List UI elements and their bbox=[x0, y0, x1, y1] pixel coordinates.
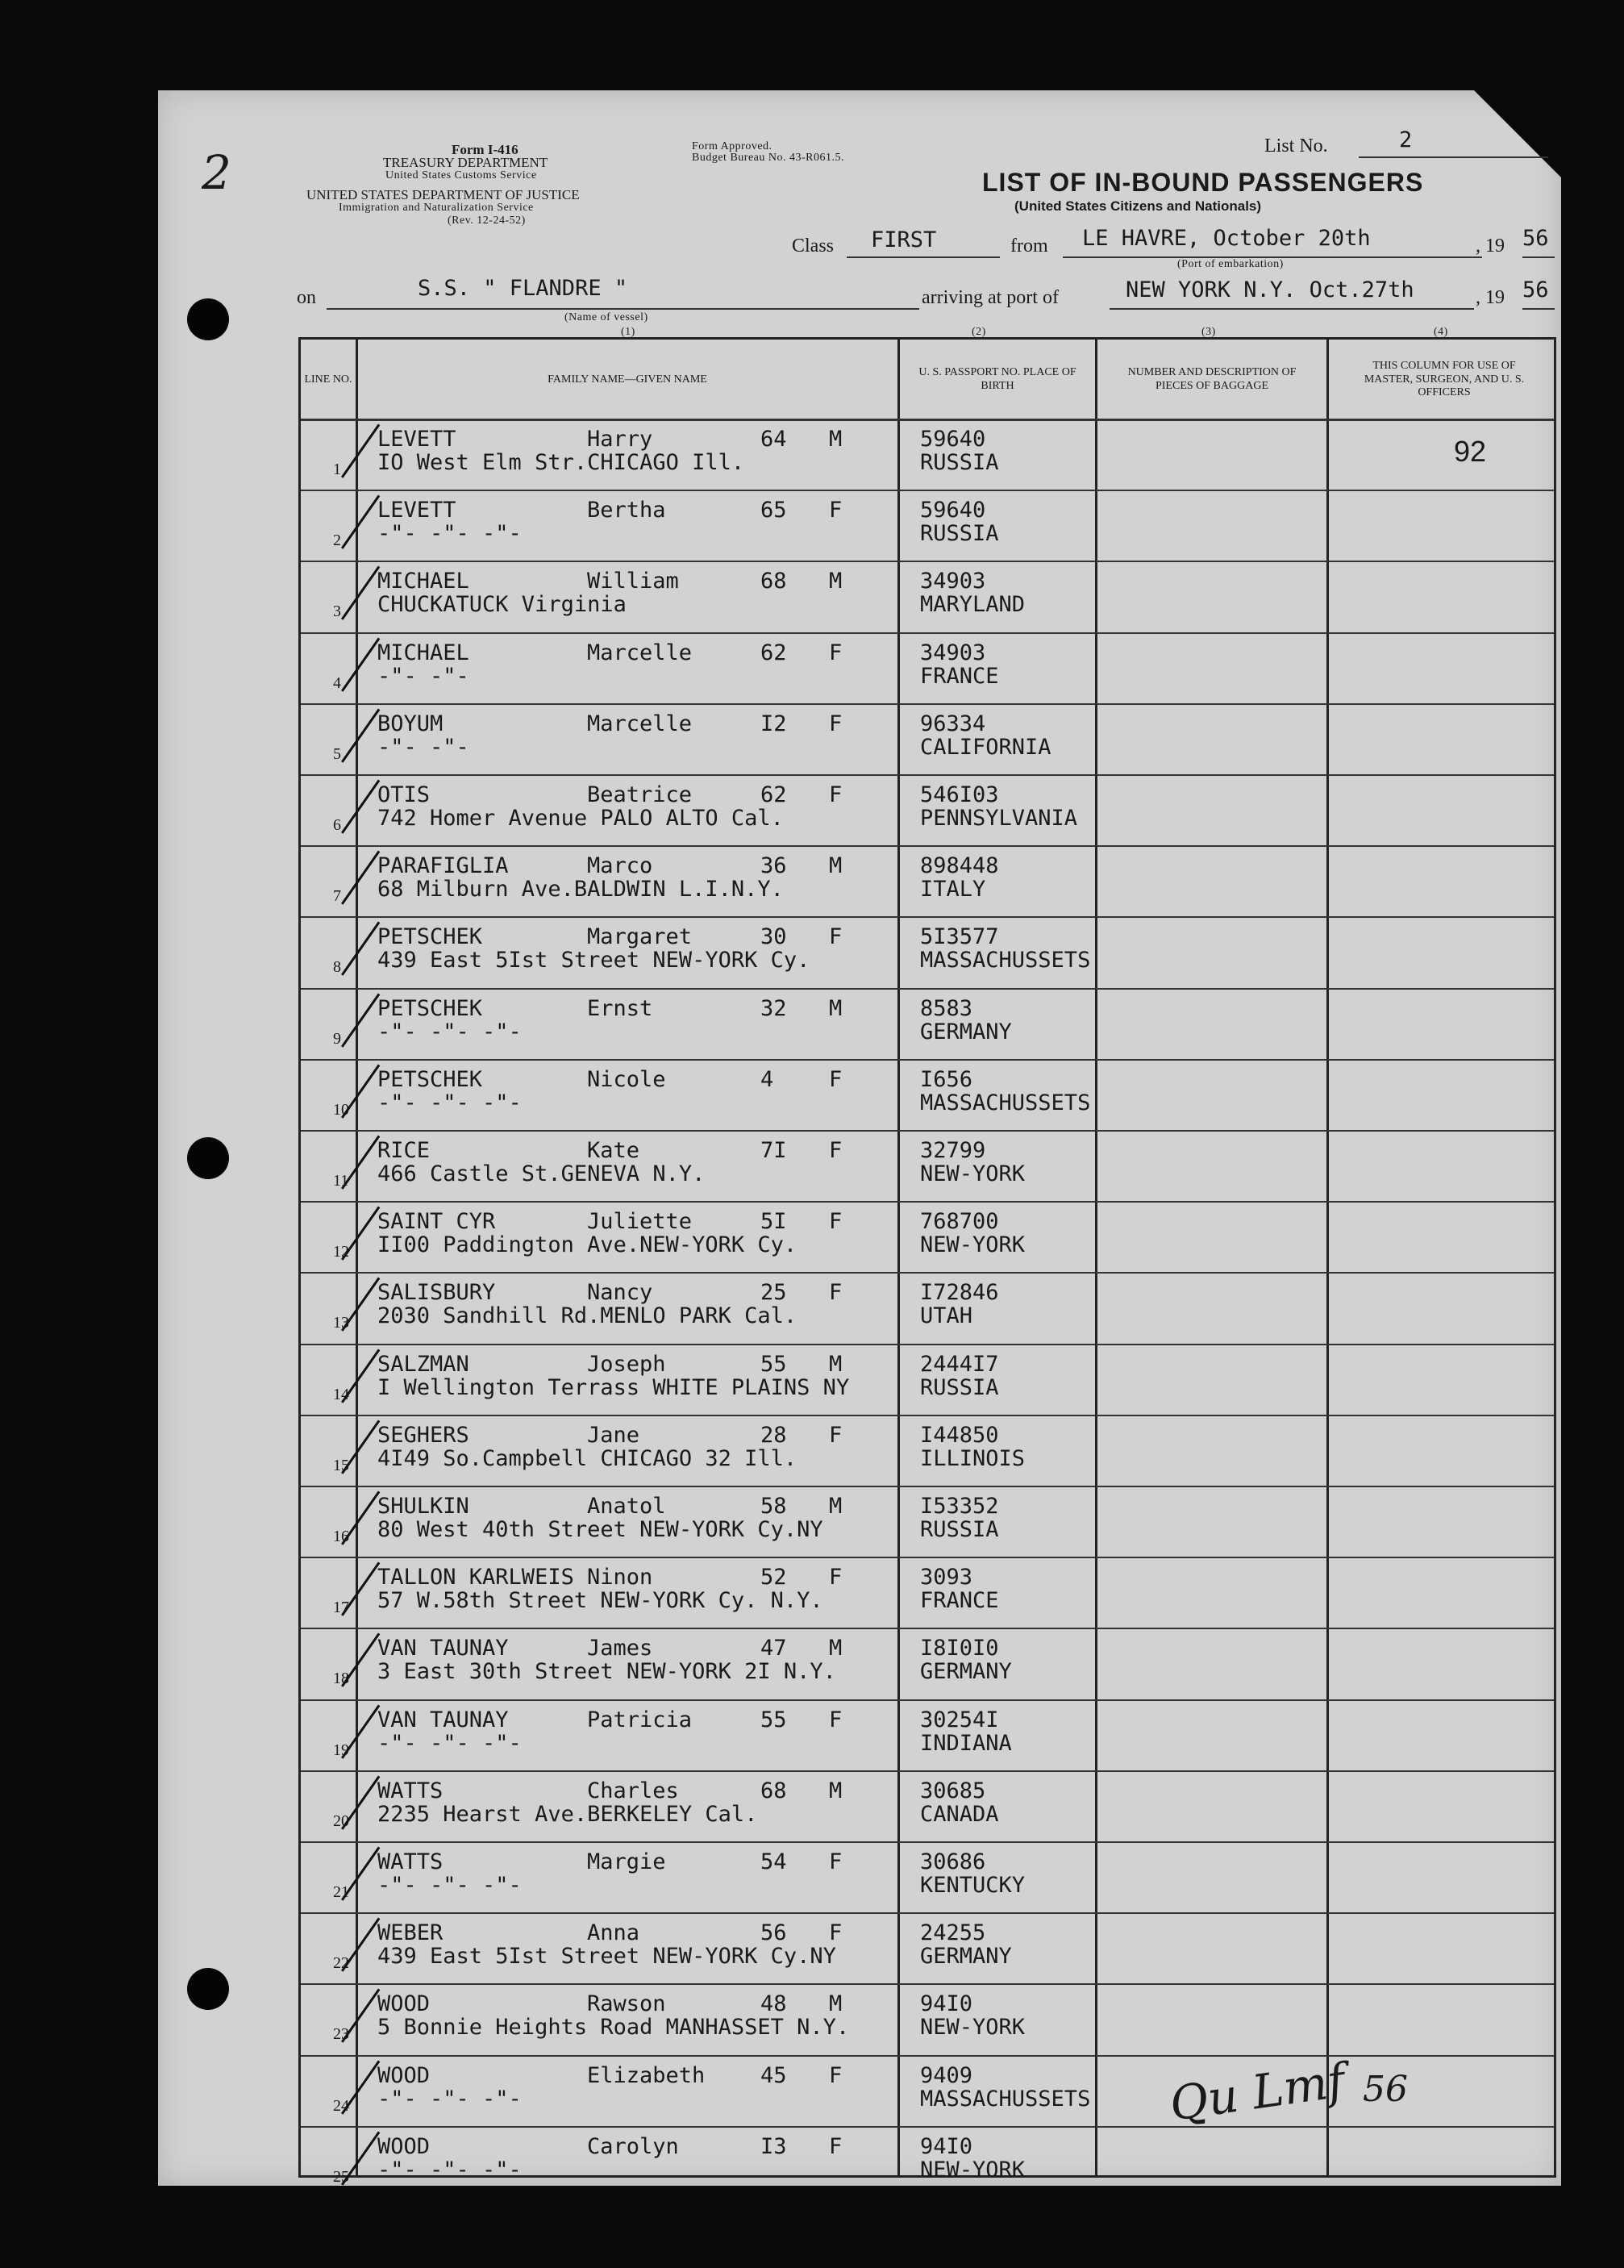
punch-hole bbox=[187, 1137, 229, 1179]
table-row bbox=[301, 847, 1554, 918]
place-of-birth: MASSACHUSSETS bbox=[920, 948, 1091, 973]
sex: F bbox=[829, 2062, 843, 2088]
sex: F bbox=[829, 1849, 843, 1874]
family-name: SALISBURY bbox=[377, 1280, 496, 1306]
address: 57 W.58th Street NEW-YORK Cy. N.Y. bbox=[377, 1588, 823, 1614]
passport-number: 34903 bbox=[920, 569, 986, 594]
line-number: 16 bbox=[333, 1528, 349, 1545]
from-value: LE HAVRE, October 20th bbox=[1082, 226, 1371, 251]
family-name: RICE bbox=[377, 1138, 431, 1163]
address: II00 Paddington Ave.NEW-YORK Cy. bbox=[377, 1232, 797, 1258]
passport-number: 2444I7 bbox=[920, 1351, 999, 1377]
table-row bbox=[301, 1203, 1554, 1274]
table-row bbox=[301, 1558, 1554, 1629]
arriving-port: NEW YORK N.Y. Oct.27th bbox=[1126, 277, 1414, 302]
passport-number: 32799 bbox=[920, 1138, 986, 1163]
line-number: 19 bbox=[333, 1741, 349, 1759]
line-number: 2 bbox=[333, 532, 341, 550]
place-of-birth: KENTUCKY bbox=[920, 1873, 1026, 1898]
given-name: Bertha bbox=[587, 498, 666, 523]
line-number: 9 bbox=[333, 1029, 341, 1048]
place-of-birth: GERMANY bbox=[920, 1019, 1012, 1044]
passport-number: 30254I bbox=[920, 1707, 999, 1732]
year-prefix-arrive: , 19 bbox=[1476, 287, 1505, 308]
place-of-birth: RUSSIA bbox=[920, 1374, 999, 1400]
sex: F bbox=[829, 1565, 843, 1591]
family-name: SALZMAN bbox=[377, 1351, 469, 1377]
passport-number: I44850 bbox=[920, 1422, 999, 1448]
check-mark bbox=[341, 566, 380, 620]
age: 7I bbox=[760, 1138, 787, 1163]
line-number: 17 bbox=[333, 1599, 349, 1617]
age: 45 bbox=[760, 2062, 787, 2088]
given-name: Charles bbox=[587, 1778, 679, 1803]
family-name: SEGHERS bbox=[377, 1422, 469, 1448]
form-number: Form I-416 bbox=[452, 142, 518, 157]
check-mark bbox=[341, 1490, 380, 1545]
family-name: MICHAEL bbox=[377, 640, 469, 665]
line-number: 8 bbox=[333, 958, 341, 977]
on-label: on bbox=[297, 287, 316, 308]
family-name: WATTS bbox=[377, 1778, 443, 1803]
place-of-birth: FRANCE bbox=[920, 1588, 999, 1614]
sex: F bbox=[829, 2133, 843, 2159]
punch-hole bbox=[187, 1968, 229, 2010]
line-number: 18 bbox=[333, 1670, 349, 1688]
given-name: Jane bbox=[587, 1422, 640, 1448]
from-label: from bbox=[1010, 236, 1048, 256]
col-baggage: NUMBER AND DESCRIPTION OF PIECES OF BAGGAGE bbox=[1127, 366, 1297, 392]
check-mark bbox=[341, 779, 380, 833]
age: I2 bbox=[760, 711, 787, 736]
sex: M bbox=[829, 853, 843, 879]
address: 68 Milburn Ave.BALDWIN L.I.N.Y. bbox=[377, 877, 784, 903]
address: -"- -"- -"- bbox=[377, 1090, 522, 1115]
place-of-birth: ILLINOIS bbox=[920, 1445, 1026, 1471]
address: IO West Elm Str.CHICAGO Ill. bbox=[377, 450, 745, 475]
line-number: 11 bbox=[333, 1172, 349, 1190]
passport-number: 59640 bbox=[920, 498, 986, 523]
check-mark bbox=[341, 1704, 380, 1758]
address: -"- -"- -"- bbox=[377, 521, 522, 547]
family-name: VAN TAUNAY bbox=[377, 1636, 509, 1661]
place-of-birth: NEW-YORK bbox=[920, 1161, 1026, 1186]
officer-signature: Qu Lmf bbox=[1166, 2053, 1348, 2132]
sex: M bbox=[829, 1351, 843, 1377]
place-of-birth: MASSACHUSSETS bbox=[920, 1090, 1091, 1115]
table-row bbox=[301, 420, 1554, 491]
place-of-birth: RUSSIA bbox=[920, 1517, 999, 1542]
family-name: WOOD bbox=[377, 2062, 431, 2088]
sex: F bbox=[829, 711, 843, 736]
family-name: BOYUM bbox=[377, 711, 443, 736]
table-row bbox=[301, 1345, 1554, 1416]
sex: F bbox=[829, 924, 843, 950]
family-name: WATTS bbox=[377, 1849, 443, 1874]
check-mark bbox=[341, 1349, 380, 1403]
col-officers: THIS COLUMN FOR USE OF MASTER, SURGEON, AND U. S. OFFICERS bbox=[1364, 359, 1525, 399]
given-name: Margaret bbox=[587, 924, 693, 950]
line-number: 23 bbox=[333, 2025, 349, 2044]
table-row bbox=[301, 918, 1554, 989]
place-of-birth: RUSSIA bbox=[920, 521, 999, 547]
address: 439 East 5Ist Street NEW-YORK Cy. bbox=[377, 948, 810, 973]
address: -"- -"- bbox=[377, 734, 469, 760]
check-mark bbox=[341, 993, 380, 1047]
age: 25 bbox=[760, 1280, 787, 1306]
place-of-birth: RUSSIA bbox=[920, 450, 999, 475]
address: -"- -"- -"- bbox=[377, 2157, 522, 2183]
age: 54 bbox=[760, 1849, 787, 1874]
family-name: TALLON KARLWEIS bbox=[377, 1565, 574, 1591]
address: -"- -"- -"- bbox=[377, 2086, 522, 2112]
handwritten-note: 56 bbox=[1363, 2069, 1408, 2110]
line-number: 13 bbox=[333, 1314, 349, 1332]
passport-number: 24255 bbox=[920, 1920, 986, 1946]
check-mark bbox=[341, 1207, 380, 1261]
passport-number: I8I0I0 bbox=[920, 1636, 999, 1661]
address: -"- -"- -"- bbox=[377, 1730, 522, 1756]
given-name: Nancy bbox=[587, 1280, 653, 1306]
age: 68 bbox=[760, 1778, 787, 1803]
line-number: 22 bbox=[333, 1954, 349, 1973]
place-of-birth: CALIFORNIA bbox=[920, 734, 1051, 760]
sex: F bbox=[829, 1707, 843, 1732]
table-row bbox=[301, 1772, 1554, 1843]
margin-handwritten-mark: 2 bbox=[202, 145, 231, 200]
address: 2030 Sandhill Rd.MENLO PARK Cal. bbox=[377, 1303, 797, 1329]
place-of-birth: UTAH bbox=[920, 1303, 973, 1329]
col-passport: U. S. PASSPORT NO. PLACE OF BIRTH bbox=[918, 366, 1076, 392]
address: -"- -"- bbox=[377, 663, 469, 689]
line-number: 10 bbox=[333, 1100, 349, 1119]
table-row bbox=[301, 705, 1554, 776]
line-number: 12 bbox=[333, 1243, 349, 1261]
table-row bbox=[301, 1487, 1554, 1558]
line-number: 24 bbox=[333, 2096, 349, 2115]
family-name: LEVETT bbox=[377, 427, 456, 452]
given-name: Joseph bbox=[587, 1351, 666, 1377]
given-name: Juliette bbox=[587, 1209, 693, 1235]
family-name: WEBER bbox=[377, 1920, 443, 1946]
address: 742 Homer Avenue PALO ALTO Cal. bbox=[377, 806, 784, 831]
place-of-birth: GERMANY bbox=[920, 1659, 1012, 1685]
age: 64 bbox=[760, 427, 787, 452]
address: 5 Bonnie Heights Road MANHASSET N.Y. bbox=[377, 2015, 850, 2041]
check-mark bbox=[341, 1064, 380, 1118]
given-name: Nicole bbox=[587, 1066, 666, 1092]
col-line-no: LINE NO. bbox=[304, 373, 352, 386]
age: 48 bbox=[760, 1991, 787, 2017]
sex: M bbox=[829, 1991, 843, 2017]
passport-number: 8583 bbox=[920, 995, 973, 1021]
family-name: SHULKIN bbox=[377, 1494, 469, 1519]
given-name: Beatrice bbox=[587, 782, 693, 807]
line-number: 1 bbox=[333, 461, 341, 478]
check-mark bbox=[341, 1989, 380, 2043]
line-number: 25 bbox=[333, 2167, 349, 2186]
sex: M bbox=[829, 995, 843, 1021]
table-row bbox=[301, 1843, 1554, 1914]
line-number: 21 bbox=[333, 1883, 349, 1901]
age: 58 bbox=[760, 1494, 787, 1519]
line-number: 14 bbox=[333, 1385, 349, 1403]
table-row bbox=[301, 2128, 1554, 2199]
port-embarkation-label: (Port of embarkation) bbox=[1177, 258, 1284, 270]
customs-service: United States Customs Service bbox=[385, 169, 537, 181]
address: 439 East 5Ist Street NEW-YORK Cy.NY bbox=[377, 1944, 836, 1970]
address: CHUCKATUCK Virginia bbox=[377, 592, 627, 618]
place-of-birth: NEW-YORK bbox=[920, 2015, 1026, 2041]
sex: F bbox=[829, 1066, 843, 1092]
family-name: SAINT CYR bbox=[377, 1209, 496, 1235]
given-name: Anna bbox=[587, 1920, 640, 1946]
given-name: James bbox=[587, 1636, 653, 1661]
given-name: Margie bbox=[587, 1849, 666, 1874]
table-row bbox=[301, 1629, 1554, 1700]
given-name: Elizabeth bbox=[587, 2062, 706, 2088]
passport-number: 9409 bbox=[920, 2062, 973, 2088]
family-name: WOOD bbox=[377, 2133, 431, 2159]
check-mark bbox=[341, 1420, 380, 1474]
vessel-name-label: (Name of vessel) bbox=[564, 311, 648, 323]
arriving-label: arriving at port of bbox=[922, 287, 1059, 308]
given-name: Harry bbox=[587, 427, 653, 452]
family-name: LEVETT bbox=[377, 498, 456, 523]
sex: M bbox=[829, 427, 843, 452]
sex: F bbox=[829, 498, 843, 523]
justice-dept: UNITED STATES DEPARTMENT OF JUSTICE bbox=[306, 187, 580, 202]
list-no-value: 2 bbox=[1399, 127, 1413, 152]
age: 62 bbox=[760, 782, 787, 807]
passport-number: 3093 bbox=[920, 1565, 973, 1591]
sex: M bbox=[829, 1494, 843, 1519]
passport-number: 546I03 bbox=[920, 782, 999, 807]
treasury-dept: TREASURY DEPARTMENT bbox=[383, 155, 548, 170]
table-row bbox=[301, 776, 1554, 847]
check-mark bbox=[341, 922, 380, 976]
check-mark bbox=[341, 2060, 380, 2114]
passport-number: 34903 bbox=[920, 640, 986, 665]
passport-number: 898448 bbox=[920, 853, 999, 879]
given-name: Marco bbox=[587, 853, 653, 879]
table-row bbox=[301, 634, 1554, 705]
document-subtitle: (United States Citizens and Nationals) bbox=[1014, 198, 1262, 214]
line-number: 20 bbox=[333, 1811, 349, 1830]
age: 5I bbox=[760, 1209, 787, 1235]
passport-number: I72846 bbox=[920, 1280, 999, 1306]
line-number: 7 bbox=[333, 887, 341, 906]
sex: M bbox=[829, 569, 843, 594]
sex: F bbox=[829, 640, 843, 665]
given-name: Carolyn bbox=[587, 2133, 679, 2159]
folded-corner bbox=[1473, 90, 1562, 178]
age: 56 bbox=[760, 1920, 787, 1946]
passport-number: 94I0 bbox=[920, 1991, 973, 2017]
passport-number: 30686 bbox=[920, 1849, 986, 1874]
line-number: 6 bbox=[333, 816, 341, 834]
place-of-birth: ITALY bbox=[920, 877, 986, 903]
given-name: Marcelle bbox=[587, 711, 693, 736]
family-name: PETSCHEK bbox=[377, 924, 483, 950]
given-name: Ernst bbox=[587, 995, 653, 1021]
class-label: Class bbox=[792, 236, 835, 256]
place-of-birth: MARYLAND bbox=[920, 592, 1026, 618]
check-mark bbox=[341, 708, 380, 762]
sex: F bbox=[829, 782, 843, 807]
year-from: 56 bbox=[1522, 226, 1549, 251]
col-1-number: (1) bbox=[621, 326, 635, 338]
vessel-name: S.S. " FLANDRE " bbox=[418, 276, 628, 301]
table-row bbox=[301, 1274, 1554, 1345]
age: 32 bbox=[760, 995, 787, 1021]
sex: M bbox=[829, 1778, 843, 1803]
family-name: PARAFIGLIA bbox=[377, 853, 509, 879]
table-row bbox=[301, 1061, 1554, 1132]
table-row bbox=[301, 990, 1554, 1061]
family-name: WOOD bbox=[377, 1991, 431, 2017]
check-mark bbox=[341, 2131, 380, 2185]
line-number: 5 bbox=[333, 744, 341, 763]
address: -"- -"- -"- bbox=[377, 1019, 522, 1044]
age: 52 bbox=[760, 1565, 787, 1591]
check-mark bbox=[341, 423, 380, 477]
year-arrive: 56 bbox=[1522, 277, 1549, 302]
check-mark bbox=[341, 637, 380, 691]
budget-bureau: Budget Bureau No. 43-R061.5. bbox=[692, 152, 844, 164]
passport-number: I53352 bbox=[920, 1494, 999, 1519]
officers-count: 92 bbox=[1454, 435, 1487, 468]
class-value: FIRST bbox=[871, 227, 937, 252]
sex: F bbox=[829, 1280, 843, 1306]
form-approved: Form Approved. bbox=[692, 140, 772, 152]
family-name: VAN TAUNAY bbox=[377, 1707, 509, 1732]
family-name: PETSCHEK bbox=[377, 995, 483, 1021]
age: 65 bbox=[760, 498, 787, 523]
col-name: FAMILY NAME—GIVEN NAME bbox=[548, 373, 707, 386]
place-of-birth: INDIANA bbox=[920, 1730, 1012, 1756]
passport-number: 59640 bbox=[920, 427, 986, 452]
family-name: PETSCHEK bbox=[377, 1066, 483, 1092]
line-number: 4 bbox=[333, 673, 341, 692]
passport-number: 96334 bbox=[920, 711, 986, 736]
table-row bbox=[301, 1132, 1554, 1203]
given-name: Anatol bbox=[587, 1494, 666, 1519]
sex: F bbox=[829, 1920, 843, 1946]
age: 47 bbox=[760, 1636, 787, 1661]
check-mark bbox=[341, 1562, 380, 1616]
table-row bbox=[301, 1701, 1554, 1772]
check-mark bbox=[341, 1846, 380, 1900]
check-mark bbox=[341, 1135, 380, 1189]
ins-service: Immigration and Naturalization Service bbox=[339, 202, 534, 214]
sex: F bbox=[829, 1209, 843, 1235]
check-mark bbox=[341, 1918, 380, 1972]
check-mark bbox=[341, 851, 380, 905]
given-name: William bbox=[587, 569, 679, 594]
given-name: Rawson bbox=[587, 1991, 666, 2017]
given-name: Marcelle bbox=[587, 640, 693, 665]
address: 466 Castle St.GENEVA N.Y. bbox=[377, 1161, 706, 1186]
check-mark bbox=[341, 1633, 380, 1687]
given-name: Patricia bbox=[587, 1707, 693, 1732]
table-row bbox=[301, 1416, 1554, 1487]
age: 28 bbox=[760, 1422, 787, 1448]
table-row bbox=[301, 491, 1554, 562]
passport-number: I656 bbox=[920, 1066, 973, 1092]
age: 55 bbox=[760, 1707, 787, 1732]
passport-number: 768700 bbox=[920, 1209, 999, 1235]
place-of-birth: NEW-YORK bbox=[920, 1232, 1026, 1258]
age: 55 bbox=[760, 1351, 787, 1377]
col-2-number: (2) bbox=[972, 326, 986, 338]
age: 4 bbox=[760, 1066, 774, 1092]
table-row bbox=[301, 562, 1554, 633]
place-of-birth: CANADA bbox=[920, 1801, 999, 1827]
document-title: LIST OF IN-BOUND PASSENGERS bbox=[982, 168, 1424, 197]
check-mark bbox=[341, 1775, 380, 1829]
passport-number: 5I3577 bbox=[920, 924, 999, 950]
family-name: MICHAEL bbox=[377, 569, 469, 594]
given-name: Kate bbox=[587, 1138, 640, 1163]
address: 3 East 30th Street NEW-YORK 2I N.Y. bbox=[377, 1659, 836, 1685]
address: I Wellington Terrass WHITE PLAINS NY bbox=[377, 1374, 850, 1400]
table-row bbox=[301, 1985, 1554, 2056]
given-name: Ninon bbox=[587, 1565, 653, 1591]
address: 2235 Hearst Ave.BERKELEY Cal. bbox=[377, 1801, 758, 1827]
sex: F bbox=[829, 1422, 843, 1448]
line-number: 15 bbox=[333, 1456, 349, 1474]
list-no-label: List No. bbox=[1264, 135, 1328, 156]
address: -"- -"- -"- bbox=[377, 1873, 522, 1898]
table-row bbox=[301, 1914, 1554, 1985]
age: 62 bbox=[760, 640, 787, 665]
passenger-table bbox=[298, 337, 1556, 2186]
family-name: OTIS bbox=[377, 782, 431, 807]
address: 4I49 So.Campbell CHICAGO 32 Ill. bbox=[377, 1445, 797, 1471]
punch-hole bbox=[187, 298, 229, 340]
line-number: 3 bbox=[333, 602, 341, 621]
place-of-birth: FRANCE bbox=[920, 663, 999, 689]
revision-date: (Rev. 12-24-52) bbox=[448, 215, 526, 227]
col-3-number: (3) bbox=[1201, 326, 1216, 338]
year-prefix-from: , 19 bbox=[1476, 236, 1505, 256]
age: I3 bbox=[760, 2133, 787, 2159]
sex: F bbox=[829, 1138, 843, 1163]
check-mark bbox=[341, 495, 380, 549]
place-of-birth: PENNSYLVANIA bbox=[920, 806, 1078, 831]
place-of-birth: MASSACHUSSETS bbox=[920, 2086, 1091, 2112]
check-mark bbox=[341, 1278, 380, 1332]
address: 80 West 40th Street NEW-YORK Cy.NY bbox=[377, 1517, 823, 1542]
age: 68 bbox=[760, 569, 787, 594]
col-4-number: (4) bbox=[1434, 326, 1448, 338]
place-of-birth: GERMANY bbox=[920, 1944, 1012, 1970]
passport-number: 94I0 bbox=[920, 2133, 973, 2159]
passport-number: 30685 bbox=[920, 1778, 986, 1803]
sex: M bbox=[829, 1636, 843, 1661]
age: 30 bbox=[760, 924, 787, 950]
place-of-birth: NEW-YORK bbox=[920, 2157, 1026, 2183]
age: 36 bbox=[760, 853, 787, 879]
